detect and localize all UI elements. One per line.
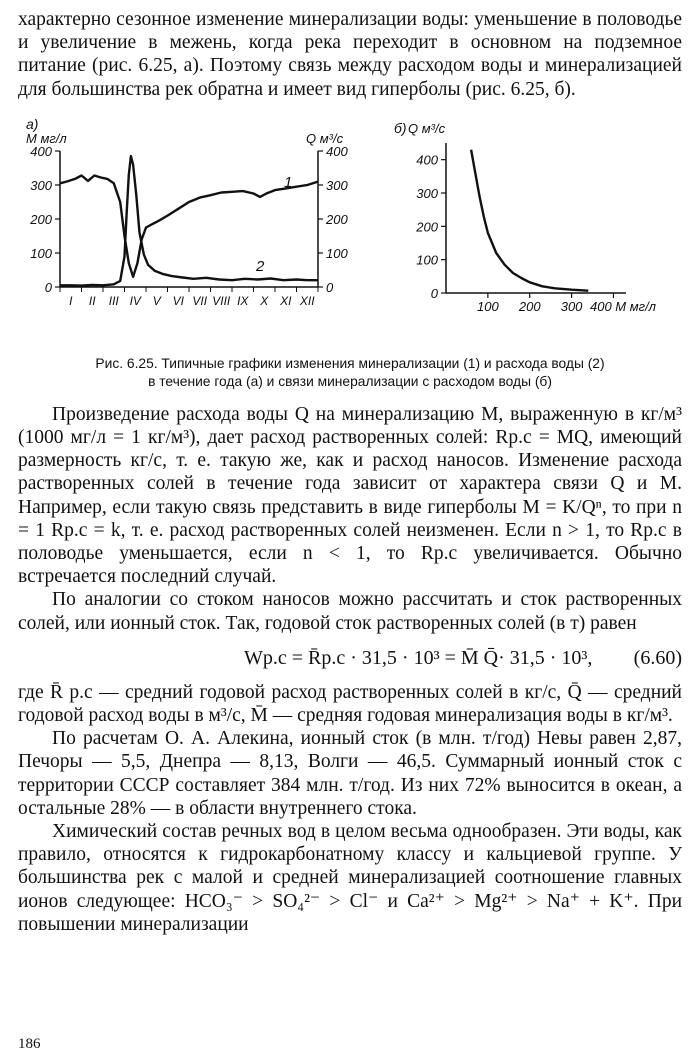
- panel-b-y-axis-label: Q м³/с: [408, 120, 446, 136]
- month-label: IX: [237, 293, 249, 308]
- paragraph-4: где R̄ р.с — средний годовой расход растворенных солей в кг/с, Q̄ — средний годовой расход воды в м³/с, M̄ — средняя годовая минерализация воды в кг/м³.: [18, 681, 682, 727]
- panel-a-label: а): [26, 115, 39, 132]
- panel-a-right-tick-label: 0: [326, 279, 334, 295]
- panel-b-y-tick-label: 400: [416, 152, 438, 168]
- month-label: I: [69, 293, 73, 308]
- panel-b-x-tick-label: 300: [560, 298, 583, 314]
- panel-a-right-tick-label: 400: [326, 143, 348, 159]
- page: [18, 8, 682, 936]
- panel-a-right-ticks: [318, 144, 348, 295]
- panel-b-y-tick-label: 300: [416, 185, 438, 201]
- curve-1-label: 1: [284, 173, 293, 191]
- panel-b-label: б): [394, 119, 407, 136]
- panel-b-y-tick-label: 200: [416, 219, 438, 235]
- panel-a-left-axis-label: М мг/л: [26, 130, 67, 146]
- page-number: 186: [18, 1036, 41, 1052]
- formula-6-60: [18, 641, 682, 677]
- figure-svg: [18, 115, 682, 345]
- panel-a-left-tick-label: 0: [44, 279, 52, 295]
- panel-b-x-tick-label: 100: [477, 298, 499, 314]
- figure-6-25: [18, 115, 682, 345]
- paragraph-6: Химический состав речных вод в целом весьма однообразен. Эти воды, как правило, относятся к гидрокарбонатному классу и кальциевой группе. У большинства рек с малой и средней минерализацией соотношение главных ионов следующее: HCO₃⁻ > SO₄²⁻ > Cl⁻ и Ca²⁺ > Mg²⁺ > Na⁺ + K⁺. При повышении минерализации: [18, 821, 682, 935]
- panel-b-series: [471, 150, 588, 291]
- panel-b-x-last-label: 400 М мг/л: [590, 298, 657, 314]
- month-label: XII: [299, 293, 315, 308]
- figure-caption: [18, 355, 682, 391]
- panel-b-x-tick-label: 200: [518, 298, 541, 314]
- month-label: II: [88, 293, 96, 308]
- month-label: VI: [172, 293, 184, 308]
- month-label: III: [108, 293, 119, 308]
- panel-a-axes: [60, 151, 318, 287]
- panel-a-left-ticks: [29, 144, 60, 295]
- panel-a-right-tick-label: 200: [326, 211, 348, 227]
- month-label: IV: [129, 293, 141, 308]
- panel-a-left-tick-label: 300: [30, 177, 52, 193]
- caption-line-2: в течение года (а) и связи минерализации с расходом воды (б): [148, 373, 552, 389]
- panel-a-month-ticks: [60, 287, 318, 308]
- panel-b-y-ticks: [415, 152, 446, 300]
- panel-b-y-tick-label: 0: [430, 285, 438, 301]
- hyperbola-curve: [471, 150, 588, 291]
- month-label: XI: [280, 293, 292, 308]
- caption-line-1: Рис. 6.25. Типичные графики изменения минерализации (1) и расхода воды (2): [95, 355, 605, 371]
- panel-a-left-tick-label: 200: [30, 211, 52, 227]
- panel-a-series: [60, 156, 318, 286]
- panel-a-left-tick-label: 100: [30, 245, 52, 261]
- month-label: V: [152, 293, 161, 308]
- series-line-2: [60, 156, 318, 286]
- paragraph-top: характерно сезонное изменение минерализации воды: уменьшение в половодье и увеличение в межень, когда река переходит в основном на подземное питание (рис. 6.25, а). Поэтому связь между расходом воды и минерализацией для большинства рек обратна и имеет вид гиперболы (рис. 6.25, б).: [18, 9, 682, 100]
- month-label: VII: [192, 293, 208, 308]
- paragraph-2: Произведение расхода воды Q на минерализацию M, выраженную в кг/м³ (1000 мг/л = 1 кг/м³), дает расход растворенных солей: Rр.с = MQ, имеющий размерность кг/с, т. е. такую же, как и расход наносов. Изменение расхода растворенных солей в течение года зависит от характера связи Q и M. Например, если такую связь представить в виде гиперболы M = K/Qⁿ, то при n = 1 Rр.с = k, т. е. расход растворенных солей неизменен. Если n > 1, то Rр.с в половодье уменьшается, если n < 1, то Rр.с увеличивается. Обычно встречается последний случай.: [18, 403, 682, 588]
- formula-number: (6.60): [633, 646, 682, 669]
- panel-b-y-tick-label: 100: [416, 252, 438, 268]
- panel-a-left-tick-label: 400: [30, 143, 52, 159]
- panel-a-right-tick-label: 300: [326, 177, 348, 193]
- formula-body: Wр.с = R̄р.с · 31,5 · 10³ = M̄ Q̄· 31,5 · 10³,: [244, 646, 593, 669]
- series-line-1: [60, 175, 318, 276]
- panel-a-right-tick-label: 100: [326, 245, 348, 261]
- paragraph-3: По аналогии со стоком наносов можно рассчитать и сток растворенных солей, или ионный сток. Так, годовой сток растворенных солей (в т) равен: [18, 589, 682, 634]
- paragraph-5: По расчетам О. А. Алекина, ионный сток (в млн. т/год) Невы равен 2,87, Печоры — 5,5, Днепра — 8,13, Волги — 46,5. Суммарный ионный сток с территории СССР составляет 384 млн. т/год. Из них 72% выносится в океан, а остальные 28% — в области внутреннего стока.: [18, 728, 682, 819]
- month-label: X: [260, 293, 269, 308]
- curve-2-label: 2: [256, 257, 265, 275]
- panel-a-right-axis-label: Q м³/с: [306, 130, 344, 146]
- month-label: VIII: [212, 293, 231, 308]
